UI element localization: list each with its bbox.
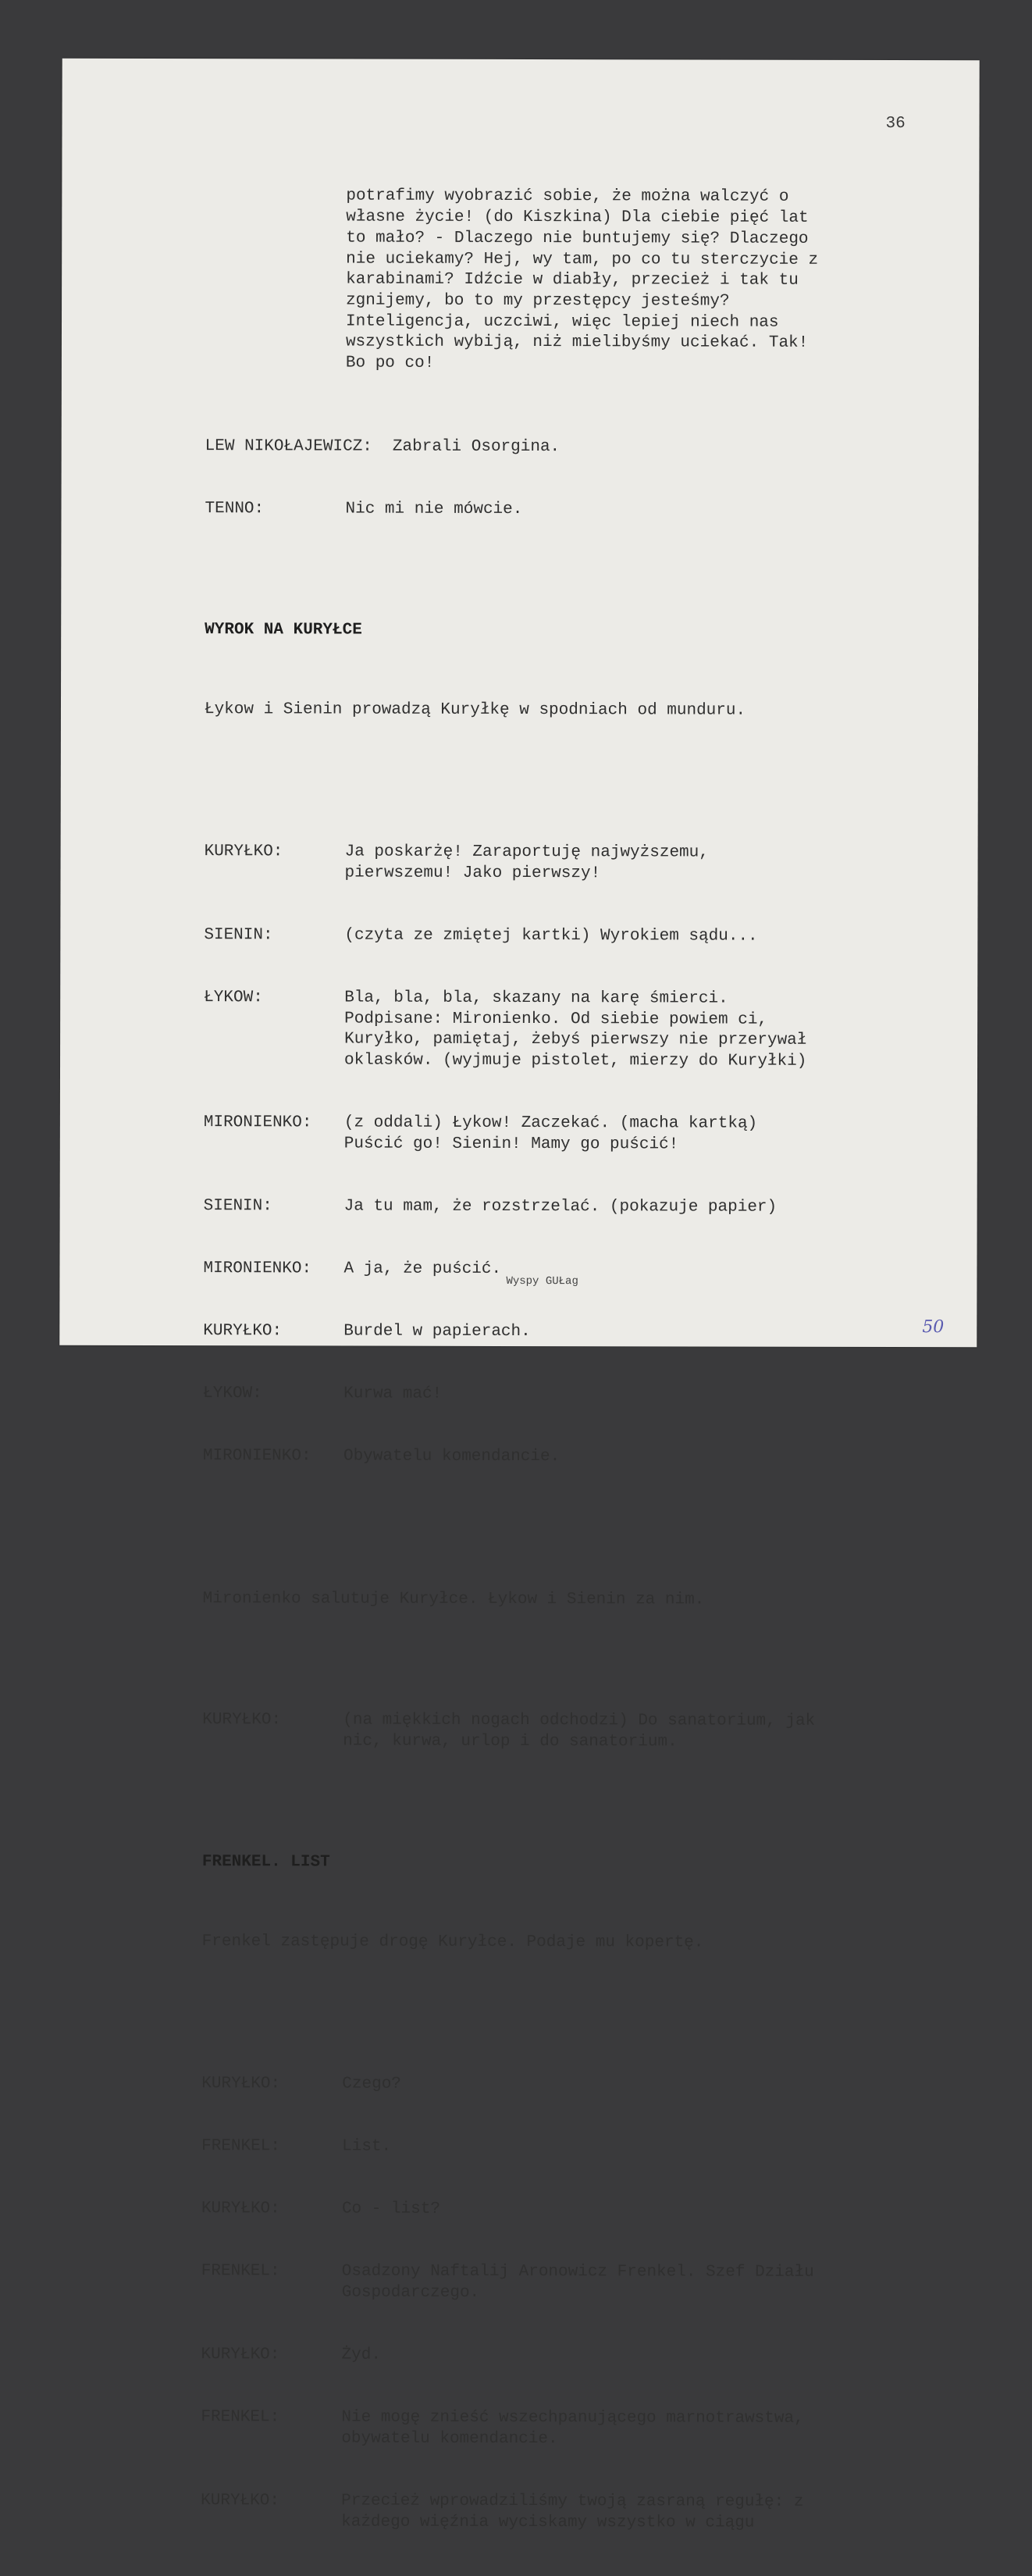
speech-text: (na miękkich nogach odchodzi) Do sanatorium, jak nic, kurwa, urlop i do sanatorium. [343,1711,816,1751]
dialogue-line [201,2407,880,2450]
dialogue-line [201,2136,881,2159]
speech-text: Kurwa mać! [343,1384,443,1404]
dialogue-line [204,988,883,1073]
speaker-name: KURYŁKO: [202,1711,282,1730]
speaker-name: FRENKEL: [201,2408,280,2427]
dialogue-line [203,1384,882,1407]
spacer [203,1530,882,1548]
speaker-name: FRENKEL: [201,2137,280,2156]
speech-text: Bla, bla, bla, skazany na karę śmierci. Podpisane: Mironienko. Od siebie powiem ci, Kuryłko, pamiętaj, żebyś pierwszy nie przerywał oklasków. (wyjmuje pistolet, mierzy do Kuryłki) [344,989,807,1071]
dialogue-line [205,499,884,522]
speech-text: Co - list? [341,2200,441,2219]
dialogue-line [201,2074,881,2097]
dialogue-line [201,2345,881,2368]
speaker-name: KURYŁKO: [203,1322,283,1341]
speaker-name: LEW NIKOŁAJEWICZ: [205,436,372,456]
speech-text: Żyd. [341,2346,382,2364]
speech-text: Zabrali Osorgina. [392,437,560,456]
speech-text: Przecież wprowadziliśmy twoją zasraną regułę: z każdego więźnia wyciskamy wszystko w ciągu [341,2492,804,2532]
spacer [202,1651,881,1670]
speech-text: (z oddali) Łykow! Zaczekać. (macha kartką) Puścić go! Sienin! Mamy go puścić! [343,1113,758,1154]
dialogue-line [201,2199,881,2221]
speaker-name: KURYŁKO: [201,2075,281,2093]
dialogue-line [204,1113,883,1156]
speaker-name: KURYŁKO: [204,843,283,861]
page-number: 36 [885,114,906,134]
scene-heading: FRENKEL. LIST [201,1852,330,1872]
dialogue-line [203,1447,882,1470]
dialogue-line [201,2491,880,2534]
spacer [201,1994,881,2013]
scene-heading: WYROK NA KURYŁCE [205,620,362,640]
speech-text: Burdel w papierach. [343,1322,531,1341]
dialogue-line [204,1196,883,1219]
dialogue-line [205,842,884,885]
speaker-name: ŁYKOW: [203,1384,262,1403]
continued-speech: potrafimy wyobrazić sobie, że można walczyć o własne życie! (do Kiszkina) Dla ciebie pięć lat to mało? - Dlaczego nie buntujemy się? Dlaczego nie uciekamy? Hej, wy tam, po co tu sterczycie z karabinami? Idźcie w diabły, przecież i tak tu zgnijemy, bo to my przestępcy jesteśmy? Inteligencja, uczciwi, więc lepiej niech nas wszystkich wybiją, niż mielibyśmy uciekać. Tak! Bo po co! [345,187,819,372]
speech-text: (czyta ze zmiętej kartki) Wyrokiem sądu... [344,926,758,946]
archive-stamp-number: 50 [922,1317,945,1338]
speech-text: Nic mi nie mówcie. [345,500,523,518]
speech-text: Nie mogę znieść wszechpanującego marnotrawstwa, obywatelu komendancie. [341,2408,804,2449]
speaker-name: KURYŁKO: [201,2346,280,2364]
speech-text: Ja tu mam, że rozstrzelać. (pokazuje papier) [343,1197,778,1217]
speech-text: List. [342,2137,392,2156]
spacer [205,762,884,781]
dialogue-line [205,436,884,459]
dialogue-line [201,2262,881,2305]
speaker-name: MIRONIENKO: [202,1447,311,1466]
speaker-name: KURYŁKO: [201,2200,280,2218]
speaker-name: ŁYKOW: [204,989,263,1007]
speech-text: Czego? [342,2075,401,2093]
dialogue-line [202,1710,881,1753]
document-page [59,59,979,2532]
speech-text: Ja poskarżę! Zaraportuję najwyższemu, pierwszemu! Jako pierwszy! [344,843,709,883]
stage-direction: Frenkel zastępuje drogę Kuryłce. Podaje mu kopertę. [201,1932,704,1952]
speaker-name: SIENIN: [204,926,273,945]
speaker-name: MIRONIENKO: [203,1113,312,1132]
dialogue-line [203,1321,882,1344]
script-content [201,144,885,2576]
speaker-name: FRENKEL: [201,2262,280,2281]
stage-direction: Łykow i Sienin prowadzą Kuryłkę w spodniach od munduru. [204,700,746,720]
speech-text: Osadzony Naftalij Aronowicz Frenkel. Szef Działu Gospodarczego. [341,2262,814,2302]
stage-direction: Mironienko salutuje Kuryłce. Łykow i Sienin za nim. [202,1589,705,1609]
speaker-name: KURYŁKO: [201,2492,280,2510]
speaker-name: TENNO: [205,500,265,518]
page-footer: Wyspy GUŁag [506,1274,578,1288]
speech-text: Obywatelu komendancie. [343,1448,560,1466]
speech-text: A ja, że puścić. [343,1259,502,1279]
speaker-name: MIRONIENKO: [203,1259,312,1278]
speaker-name: SIENIN: [203,1197,272,1216]
dialogue-line [204,925,883,948]
